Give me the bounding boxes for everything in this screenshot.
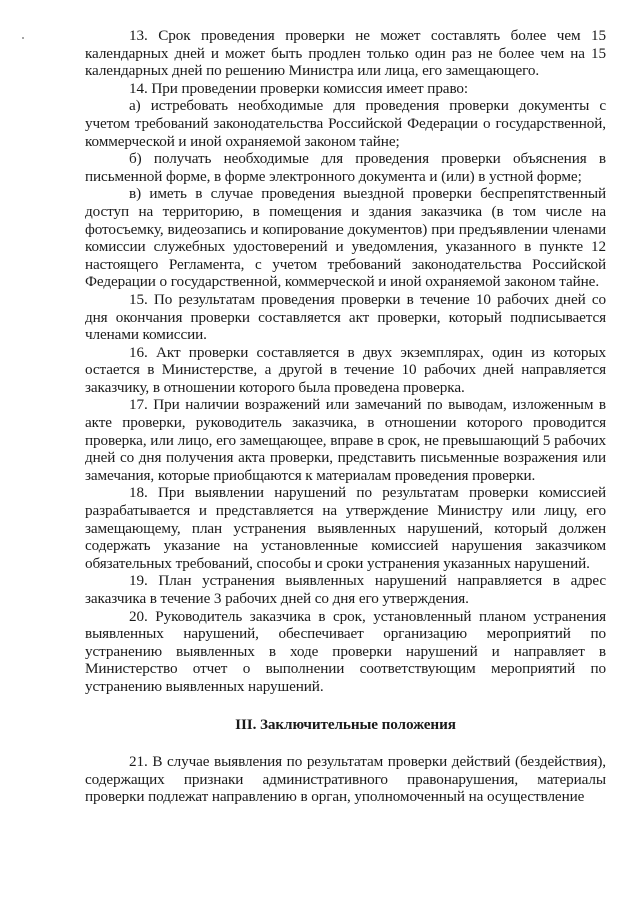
paragraph-14-v: в) иметь в случае проведения выездной проверки беспрепятственный доступ на территорию, в помещения и здания заказчика (в том числе на фотосъемку, видеозапись и копирование документов) при предъявлении членами комиссии служебных удостоверений и уведомления, указанного в пункте 12 настоящего Регламента, с учетом требований законодательства Российской Федерации о государственной, коммерческой и иной охраняемой законом тайне. bbox=[85, 185, 606, 291]
paragraph-20: 20. Руководитель заказчика в срок, установленный планом устранения выявленных нарушений, обеспечивает организацию мероприятий по устранению выявленных в ходе проверки нарушений и направляет в Министерство отчет о выполнении соответствующим мероприятий по устранению выявленных нарушений. bbox=[85, 607, 606, 695]
paragraph-18: 18. При выявлении нарушений по результатам проверки комиссией разрабатывается и представляется на утверждение Министру или лицу, его замещающему, план устранения выявленных нарушений, который должен содержать указание на установленные комиссией нарушения заказчиком обязательных требований, способы и сроки устранения указанных нарушений. bbox=[85, 484, 606, 572]
paragraph-14-b: б) получать необходимые для проведения проверки объяснения в письменной форме, в форме электронного документа и (или) в устной форме; bbox=[85, 150, 606, 185]
paragraph-21: 21. В случае выявления по результатам проверки действий (бездействия), содержащих признаки административного правонарушения, материалы проверки подлежат направлению в орган, уполномоченный на осуществление bbox=[85, 753, 606, 806]
paragraph-19: 19. План устранения выявленных нарушений направляется в адрес заказчика в течение 3 рабочих дней со дня его утверждения. bbox=[85, 572, 606, 607]
section-heading: III. Заключительные положения bbox=[235, 715, 456, 733]
scan-speck bbox=[22, 37, 24, 39]
paragraph-13: 13. Срок проведения проверки не может составлять более чем 15 календарных дней и может быть продлен только один раз не более чем на 15 календарных дней по решению Министра или лица, его замещающего. bbox=[85, 27, 606, 80]
document-body bbox=[85, 27, 606, 806]
paragraph-17: 17. При наличии возражений или замечаний по выводам, изложенным в акте проверки, руководитель заказчика, в отношении которого проводится проверка, или лицо, его замещающее, вправе в срок, не превышающий 5 рабочих дней со дня получения акта проверки, представить письменные возражения или замечания, которые приобщаются к материалам проведения проверки. bbox=[85, 396, 606, 484]
paragraph-14: 14. При проведении проверки комиссия имеет право: bbox=[129, 79, 469, 97]
paragraph-14-a: а) истребовать необходимые для проведения проверки документы с учетом требований законодательства Российской Федерации о государственной, коммерческой и иной охраняемой законом тайне; bbox=[85, 97, 606, 150]
paragraph-15: 15. По результатам проведения проверки в течение 10 рабочих дней со дня окончания проверки составляется акт проверки, который подписывается членами комиссии. bbox=[85, 290, 606, 344]
paragraph-16: 16. Акт проверки составляется в двух экземплярах, один из которых остается в Министерстве, а другой в течение 10 рабочих дней направляется заказчику, в отношении которого была проведена проверка. bbox=[85, 343, 606, 396]
